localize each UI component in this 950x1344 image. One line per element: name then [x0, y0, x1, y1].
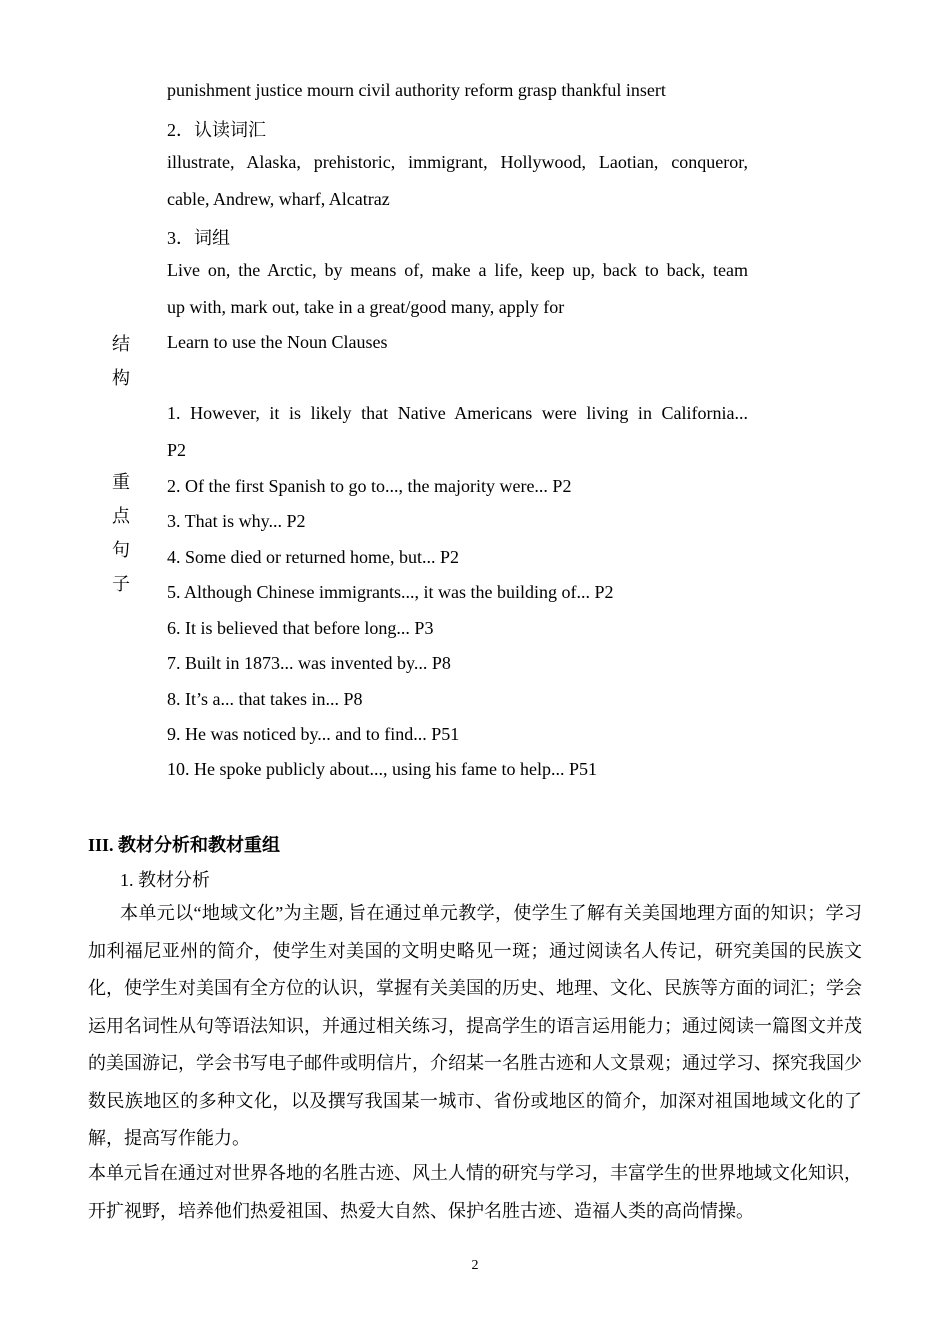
key-sentence-10: 10. He spoke publicly about..., using his fame to help... P51 [167, 759, 597, 779]
section-heading: III. 教材分析和教材重组 [88, 835, 281, 855]
page-number: 2 [471, 1258, 479, 1273]
phrases-line-1: Live on, the Arctic, by means of, make a life, keep up, back to back, team [167, 260, 748, 280]
recognition-vocab-line-1: illustrate, Alaska, prehistoric, immigrant, Hollywood, Laotian, conqueror, [167, 152, 748, 172]
key-sentences-label-char: 句 [112, 540, 130, 560]
key-sentences-label-char: 重 [112, 472, 130, 492]
key-sentences-label-char: 点 [112, 506, 130, 526]
key-sentence-9: 9. He was noticed by... and to find... P51 [167, 724, 460, 744]
recognition-vocab-title: 2．认读词汇 [167, 120, 266, 140]
structure-label [110, 327, 132, 395]
recognition-vocab-line-2: cable, Andrew, wharf, Alcatraz [167, 189, 390, 209]
structure-content: Learn to use the Noun Clauses [167, 332, 388, 352]
key-sentences-label [110, 465, 132, 601]
structure-label-char: 结 [112, 334, 130, 354]
key-sentence-1-line-1: 1. However, it is likely that Native Americans were living in California... [167, 403, 748, 423]
key-sentence-6: 6. It is believed that before long... P3 [167, 618, 434, 638]
core-vocabulary-line: punishment justice mourn civil authority reform grasp thankful insert [167, 80, 666, 100]
key-sentence-2: 2. Of the first Spanish to go to..., the majority were... P2 [167, 476, 572, 496]
key-sentence-7: 7. Built in 1873... was invented by... P8 [167, 653, 451, 673]
analysis-paragraph-2: 本单元旨在通过对世界各地的名胜古迹、风土人情的研究与学习，丰富学生的世界地域文化知识，开扩视野，培养他们热爱祖国、热爱大自然、保护名胜古迹、造福人类的高尚情操。 [88, 1163, 862, 1221]
phrases-title: 3．词组 [167, 228, 230, 248]
phrases-line-2: up with, mark out, take in a great/good many, apply for [167, 297, 565, 317]
key-sentence-1-line-2: P2 [167, 440, 187, 460]
analysis-paragraph-1: 本单元以“地域文化”为主题, 旨在通过单元教学，使学生了解有关美国地理方面的知识；学习加利福尼亚州的简介，使学生对美国的文明史略见一斑；通过阅读名人传记，研究美国的民族文化，使学生对美国有全方位的认识，掌握有关美国的历史、地理、文化、民族等方面的词汇；学会运用名词性从句等语法知识，并通过相关练习，提高学生的语言运用能力；通过阅读一篇图文并茂的美国游记，学会书写电子邮件或明信片，介绍某一名胜古迹和人文景观；通过学习、探究我国少数民族地区的多种文化，以及撰写我国某一城市、省份或地区的简介，加深对祖国地域文化的了解，提高写作能力。 [88, 903, 862, 1148]
key-sentence-5: 5. Although Chinese immigrants..., it was the building of... P2 [167, 582, 614, 602]
sub-heading: 1. 教材分析 [120, 870, 210, 890]
key-sentences-label-char: 子 [112, 574, 130, 594]
key-sentence-3: 3. That is why... P2 [167, 511, 306, 531]
key-sentence-4: 4. Some died or returned home, but... P2 [167, 547, 459, 567]
key-sentence-8: 8. It’s a... that takes in... P8 [167, 689, 363, 709]
structure-label-char: 构 [112, 368, 130, 388]
